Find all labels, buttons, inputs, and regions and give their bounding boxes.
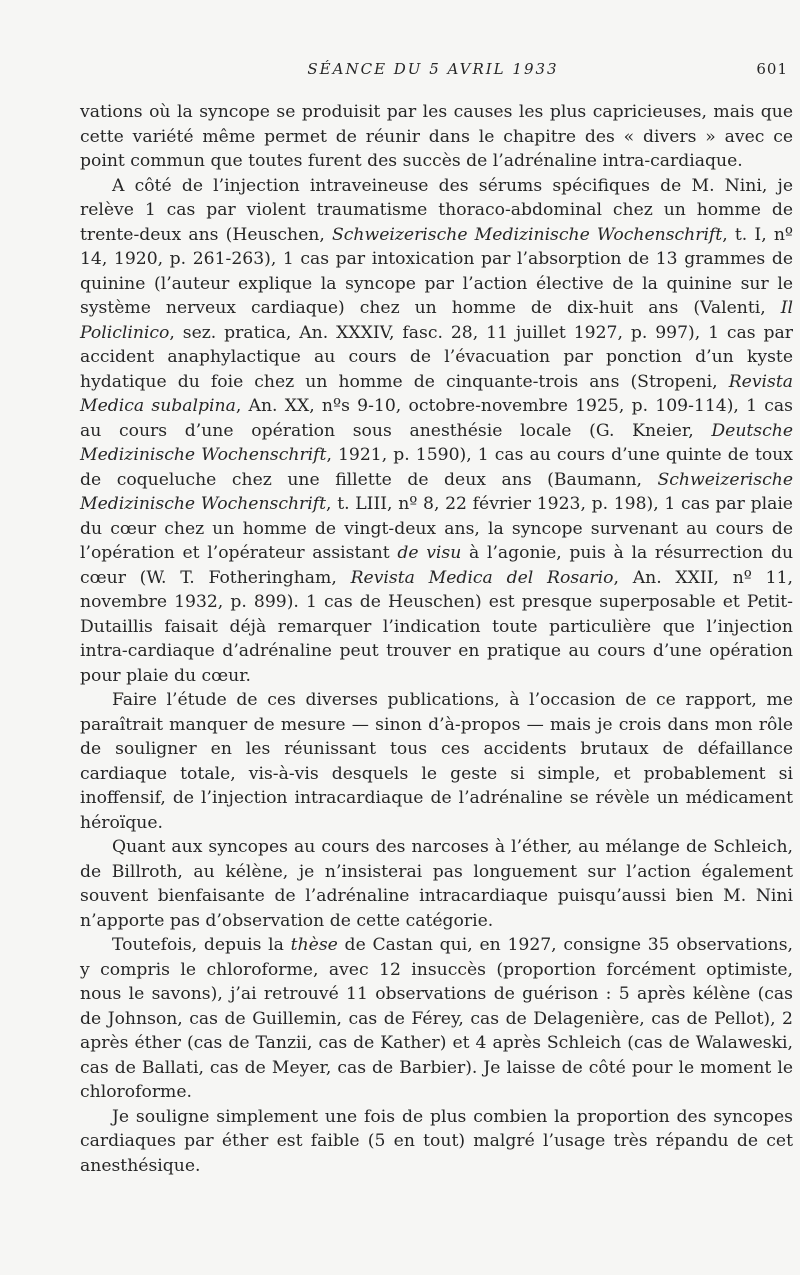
text-run: , t. LIII, nº 8, 22 février 1923, p. 198), 1 cas par plaie du cœur chez un homme de vingt-deux ans, la syncope survenant au cours de l’opération et l’opérateur assistant [80,494,793,563]
paragraph-p3 [80,688,793,835]
running-head [78,60,788,82]
text-run: , t. I, nº 14, 1920, p. 261-263), 1 cas par intoxication par l’absorption de 13 grammes de quinine (l’auteur explique la syncope par l’action élective de la quinine sur le système nerveux cardiaque) chez un homme de dix-huit ans (Valenti, [80,224,793,318]
text-run: , sez. pratica, An. XXXIV, fasc. 28, 11 juillet 1927, p. 997), 1 cas par accident anaphylactique au cours de l’évacuation par ponction d’un kyste hydatique du foie chez un homme de cinquante-trois ans (Stropeni, [80,322,793,392]
text-run: Faire l’étude de ces diverses publications, à l’occasion de ce rapport, me paraîtrait manquer de mesure — sinon d’à-propos — mais je crois dans mon rôle de souligner en les réunissant tous ces accidents brutaux de défaillance cardiaque totale, vis-à-vis desquels le geste si simple, et probablement si inoffensif, de l’injection intracardiaque de l’adrénaline se révèle un médicament héroïque. [80,690,793,833]
text-run: à l’agonie, puis à la résurrection du cœur (W. T. Fotheringham, [80,543,794,588]
italic-run: Schweizerische Medizinische Wochenschrift [80,469,793,514]
text-run: , An. XX, nºs 9-10, octobre-novembre 1925, p. 109-114), 1 cas au cours d’une opération sous anesthésie locale (G. Kneier, [80,396,793,441]
body-text [80,100,793,1178]
italic-run: de visu [397,543,462,563]
text-run: Quant aux syncopes au cours des narcoses à l’éther, au mélange de Schleich, de Billroth, au kélène, je n’insisterai pas longuement sur l’action également souvent bienfaisante de l’adrénaline intracardiaque puisqu’aussi bien M. Nini n’apporte pas d’observation de cette catégorie. [80,837,793,931]
text-run: A côté de l’injection intraveineuse des sérums spécifiques de M. Nini, je relève 1 cas par violent traumatisme thoraco-abdominal chez un homme de trente-deux ans (Heuschen, [80,175,793,245]
text-run: , An. XXII, nº 11, novembre 1932, p. 899). 1 cas de Heuschen) est presque superposable et Petit-Dutaillis faisait déjà remarquer l’indication toute particulière que l’injection intra-cardiaque d’adrénaline peut trouver en pratique au cours d’une opération pour plaie du cœur. [80,567,793,686]
text-run: , 1921, p. 1590), 1 cas au cours d’une quinte de toux de coqueluche chez une fillette de deux ans (Baumann, [80,445,793,490]
paragraph-p1 [80,100,793,174]
italic-run: Revista Medica subalpina [80,371,793,416]
page-number: 601 [756,60,788,78]
italic-run: thèse [290,935,338,955]
paragraph-p4 [80,835,793,933]
text-run: Je souligne simplement une fois de plus combien la proportion des syncopes cardiaques par éther est faible (5 en tout) malgré l’usage très répandu de cet anesthésique. [80,1106,793,1176]
running-head-title: SÉANCE DU 5 AVRIL 1933 [307,60,559,78]
text-run: de Castan qui, en 1927, consigne 35 observations, y compris le chloroforme, avec 12 insuccès (proportion forcément optimiste, nous le savons), j’ai retrouvé 11 observations de guérison : 5 après kélène (cas de Johnson, cas de Guillemin, cas de Férey, cas de Delagenière, cas de Pellot), 2 après éther (cas de Tanzii, cas de Kather) et 4 après Schleich (cas de Walaweski, cas de Ballati, cas de Meyer, cas de Barbier). Je laisse de côté pour le moment le chloroforme. [80,935,793,1102]
paragraph-p5 [80,933,793,1105]
italic-run: Schweizerische Medizinische Wochenschrift [332,224,723,245]
italic-run: Deutsche Medizinische Wochenschrift [80,420,793,465]
italic-run: Revista Medica del Rosario [350,567,614,588]
paragraph-p6 [80,1105,793,1179]
italic-run: Il Policlinico [80,298,793,343]
text-run: vations où la syncope se produisit par les causes les plus capricieuses, mais que cette variété même permet de réunir dans le chapitre des « divers » avec ce point commun que toutes furent des succès de l’adrénaline intra-cardiaque. [80,102,793,171]
text-run: Toutefois, depuis la [112,935,291,955]
paragraph-p2 [80,174,793,689]
